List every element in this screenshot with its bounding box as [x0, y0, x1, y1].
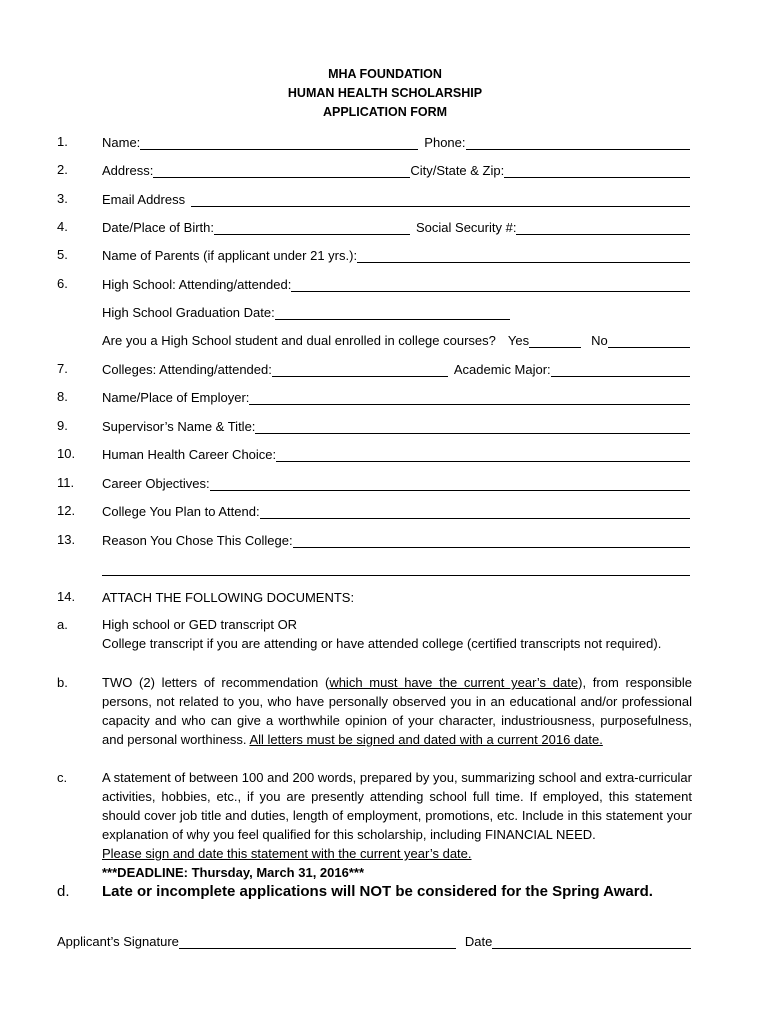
high-school-row: [102, 276, 690, 292]
dob-label: Date/Place of Birth:: [102, 220, 214, 235]
date-field[interactable]: [492, 936, 691, 949]
item-number: 13.: [57, 532, 76, 547]
item-number: 11.: [57, 475, 75, 490]
item-number: 10.: [57, 446, 76, 461]
employer-field[interactable]: [249, 392, 690, 405]
career-objectives-row: [102, 475, 690, 491]
doc-b-paragraph: [102, 673, 692, 749]
doc-a-line-1: High school or GED transcript OR: [102, 617, 298, 632]
yes-field[interactable]: [529, 335, 581, 348]
plan-college-label: College You Plan to Attend:: [102, 504, 260, 519]
email-label: Email Address: [102, 192, 186, 207]
doc-b-underline-2: All letters must be signed and dated with a current 2016 date.: [249, 732, 603, 747]
city-state-zip-label: City/State & Zip:: [410, 163, 505, 178]
career-objectives-field[interactable]: [210, 478, 690, 491]
phone-label: Phone:: [424, 135, 466, 150]
colleges-label: Colleges: Attending/attended:: [102, 362, 272, 377]
reason-row: [102, 532, 690, 548]
item-number: 2.: [57, 162, 68, 177]
doc-b-text-2: ), from responsible persons, not related to you, who have personally observed you in an educational and/or professional capacity and who can give a worthwhile opinion of your character, industriousness, purposefulness, and personal worthiness.: [102, 675, 693, 747]
high-school-label: High School: Attending/attended:: [102, 277, 292, 292]
doc-marker: b.: [57, 675, 68, 690]
header-program: HUMAN HEALTH SCHOLARSHIP: [287, 86, 483, 100]
doc-marker: c.: [57, 770, 68, 785]
item-number: 3.: [57, 191, 68, 206]
late-applications-notice: Late or incomplete applications will NOT be considered for the Spring Award.: [102, 883, 653, 900]
dual-enrolled-row: [102, 332, 690, 348]
parents-field[interactable]: [357, 250, 690, 263]
parents-row: [102, 247, 690, 263]
hs-graduation-field[interactable]: [275, 307, 510, 320]
employer-label: Name/Place of Employer:: [102, 390, 250, 405]
ssn-field[interactable]: [516, 222, 690, 235]
doc-a-line-2: College transcript if you are attending or have attended college (certified transcripts not required).: [102, 636, 662, 651]
employer-row: [102, 389, 690, 405]
email-row: [102, 191, 690, 207]
parents-label: Name of Parents (if applicant under 21 yrs.):: [102, 248, 358, 263]
dob-field[interactable]: [214, 222, 410, 235]
colleges-field[interactable]: [272, 364, 448, 377]
item-number: 6.: [57, 276, 68, 291]
colleges-row: [102, 361, 690, 377]
item-number: 5.: [57, 247, 68, 262]
supervisor-row: [102, 418, 690, 434]
city-state-zip-field[interactable]: [504, 165, 690, 178]
header-org: MHA FOUNDATION: [328, 67, 442, 81]
item-number: 1.: [57, 134, 68, 149]
attach-heading: ATTACH THE FOLLOWING DOCUMENTS:: [102, 590, 355, 605]
hs-graduation-label: High School Graduation Date:: [102, 305, 275, 320]
major-field[interactable]: [551, 364, 690, 377]
reason-field[interactable]: [293, 535, 690, 548]
name-phone-row: [102, 134, 690, 150]
career-choice-row: [102, 446, 690, 462]
ssn-label: Social Security #:: [416, 220, 517, 235]
email-field[interactable]: [191, 194, 690, 207]
plan-college-row: [102, 503, 690, 519]
plan-college-field[interactable]: [260, 506, 690, 519]
doc-marker: d.: [57, 883, 70, 900]
item-number: 12.: [57, 503, 76, 518]
supervisor-field[interactable]: [255, 421, 690, 434]
deadline-notice: ***DEADLINE: Thursday, March 31, 2016***: [102, 865, 365, 880]
phone-field[interactable]: [466, 137, 691, 150]
no-label: No: [591, 333, 608, 348]
birth-ssn-row: [102, 219, 690, 235]
reason-continuation-row: [102, 560, 690, 576]
major-label: Academic Major:: [453, 362, 551, 377]
address-field[interactable]: [153, 165, 410, 178]
signature-row: [57, 933, 691, 949]
doc-c-paragraph: A statement of between 100 and 200 words, prepared by you, summarizing school and extra-curricular activities, hobbies, etc., if you are presently attending school full time. If employed, this statement should cover job title and duties, length of employment, promotions, etc. Include in this statement your explanation of why you feel qualified for this scholarship, including FINANCIAL NEED.: [102, 770, 692, 842]
high-school-field[interactable]: [291, 279, 690, 292]
doc-b-underline-1: which must have the current year’s date: [329, 675, 579, 690]
name-field[interactable]: [140, 137, 418, 150]
signature-label: Applicant’s Signature: [57, 934, 179, 949]
doc-b-text: [102, 673, 692, 749]
hs-graduation-row: [102, 304, 510, 320]
address-label: Address:: [102, 163, 154, 178]
name-label: Name:: [102, 135, 141, 150]
doc-b-text-1: TWO (2) letters of recommendation (: [102, 675, 330, 690]
reason-label: Reason You Chose This College:: [102, 533, 293, 548]
no-field[interactable]: [608, 335, 690, 348]
doc-c-text: [102, 768, 692, 882]
attach-heading-row: [102, 589, 690, 605]
career-choice-field[interactable]: [276, 449, 690, 462]
address-row: [102, 162, 690, 178]
yes-label: Yes: [507, 333, 530, 348]
career-objectives-label: Career Objectives:: [102, 476, 210, 491]
doc-a-text: [102, 615, 692, 653]
item-number: 8.: [57, 389, 68, 404]
date-label: Date: [464, 934, 493, 949]
doc-marker: a.: [57, 617, 68, 632]
career-choice-label: Human Health Career Choice:: [102, 447, 277, 462]
item-number: 7.: [57, 361, 68, 376]
reason-field-line-2[interactable]: [102, 563, 690, 576]
item-number: 9.: [57, 418, 68, 433]
item-number: 4.: [57, 219, 68, 234]
dual-enrolled-question: Are you a High School student and dual enrolled in college courses?: [102, 333, 496, 348]
supervisor-label: Supervisor’s Name & Title:: [102, 419, 256, 434]
item-number: 14.: [57, 589, 76, 604]
signature-field[interactable]: [179, 936, 456, 949]
header-form-title: APPLICATION FORM: [322, 105, 448, 119]
doc-c-underline: Please sign and date this statement with the current year’s date.: [102, 846, 472, 861]
